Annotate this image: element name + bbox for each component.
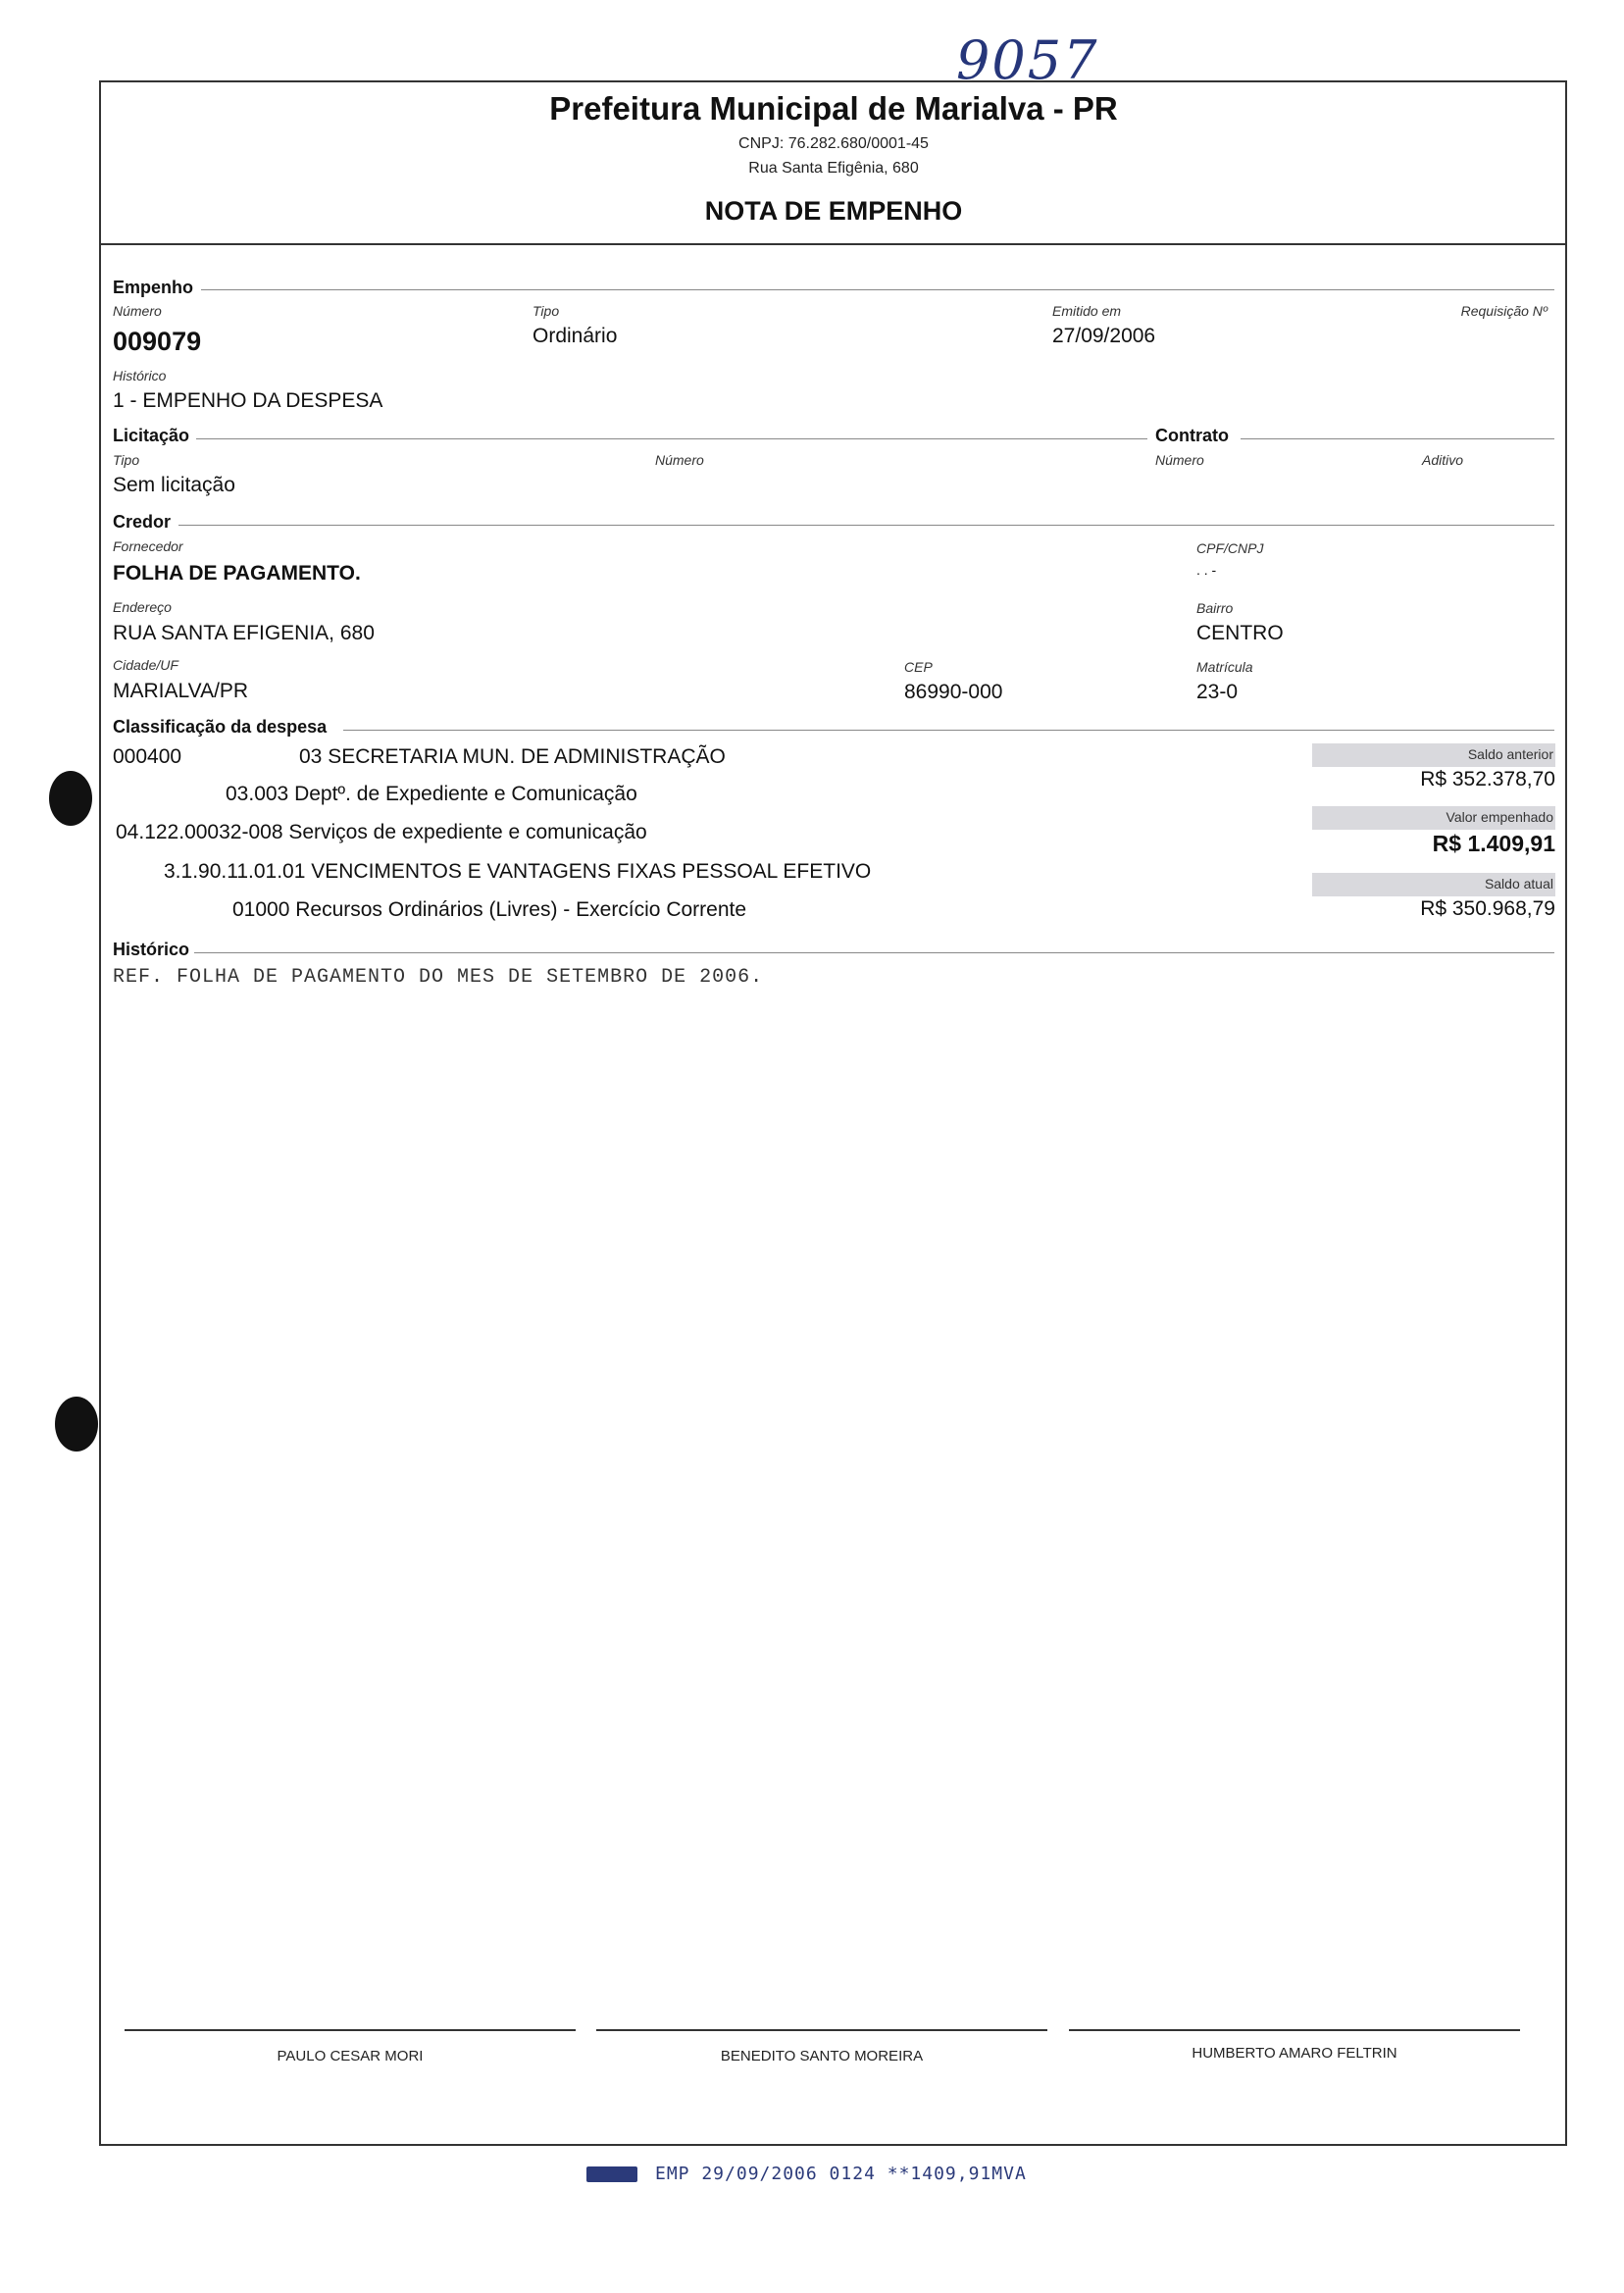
section-historico: Histórico: [113, 940, 190, 959]
empenho-historico: 1 - EMPENHO DA DESPESA: [113, 389, 383, 412]
header-address: Rua Santa Efigênia, 680: [748, 160, 919, 177]
punch-hole-bottom: [55, 1397, 98, 1452]
cpf-value: . . -: [1196, 562, 1217, 578]
handwritten-page-number: 9057: [956, 29, 1099, 91]
stamp-text: EMP 29/09/2006 0124 **1409,91MVA: [655, 2164, 1027, 2184]
contrato-rule: [1241, 438, 1554, 439]
fornecedor-label: Fornecedor: [113, 538, 183, 554]
cidade-label: Cidade/UF: [113, 657, 178, 673]
numero-label: Número: [113, 303, 162, 319]
classificacao-code: 000400: [113, 745, 182, 768]
signature-line-2: [596, 2029, 1047, 2031]
cep-value: 86990-000: [904, 681, 1003, 703]
signature-line-3: [1069, 2029, 1520, 2031]
classificacao-programa: 04.122.00032-008 Serviços de expediente e comunicação: [116, 821, 647, 843]
punch-hole-top: [49, 771, 92, 826]
empenho-tipo: Ordinário: [533, 325, 618, 347]
section-contrato: Contrato: [1155, 426, 1229, 445]
cnpj-text: CNPJ: 76.282.680/0001-45: [738, 135, 929, 152]
matricula-value: 23-0: [1196, 681, 1239, 703]
section-classificacao: Classificação da despesa: [113, 717, 328, 737]
licitacao-tipo-label: Tipo: [113, 452, 140, 468]
signature-name-2: BENEDITO SANTO MOREIRA: [720, 2048, 924, 2064]
empenho-number: 009079: [113, 327, 202, 356]
licitacao-rule: [196, 438, 1147, 439]
processing-stamp: [586, 2164, 1027, 2184]
credor-rule: [178, 525, 1554, 526]
bairro-label: Bairro: [1196, 600, 1234, 616]
contrato-numero-label: Número: [1155, 452, 1204, 468]
signature-line-1: [125, 2029, 576, 2031]
signature-name-1: PAULO CESAR MORI: [277, 2048, 424, 2064]
stamp-logo-icon: [586, 2166, 637, 2182]
matricula-label: Matrícula: [1196, 659, 1253, 675]
cpf-label: CPF/CNPJ: [1196, 540, 1264, 556]
saldo-anterior-value: R$ 352.378,70: [1420, 768, 1555, 790]
licitacao-tipo: Sem licitação: [113, 474, 235, 496]
historico-label: Histórico: [113, 368, 167, 383]
valor-empenhado-label: Valor empenhado: [1446, 809, 1553, 825]
endereco-value: RUA SANTA EFIGENIA, 680: [113, 622, 375, 644]
requisicao-label: Requisição Nº: [1460, 303, 1548, 319]
historico-text: REF. FOLHA DE PAGAMENTO DO MES DE SETEMBRO DE 2006.: [113, 966, 764, 989]
fornecedor-name: FOLHA DE PAGAMENTO.: [113, 562, 361, 585]
cidade-value: MARIALVA/PR: [113, 680, 249, 702]
historico-rule: [194, 952, 1554, 953]
valor-empenhado-value: R$ 1.409,91: [1432, 831, 1555, 856]
endereco-label: Endereço: [113, 599, 172, 615]
section-licitacao: Licitação: [113, 426, 190, 445]
emitido-date: 27/09/2006: [1052, 325, 1156, 347]
saldo-anterior-label: Saldo anterior: [1467, 746, 1553, 762]
header-divider: [99, 243, 1567, 245]
signature-name-3: HUMBERTO AMARO FELTRIN: [1192, 2045, 1397, 2062]
saldo-atual-label: Saldo atual: [1484, 876, 1553, 892]
classificacao-recurso: 01000 Recursos Ordinários (Livres) - Exercício Corrente: [232, 898, 747, 921]
document-title: NOTA DE EMPENHO: [704, 196, 963, 226]
cep-label: CEP: [904, 659, 933, 675]
saldo-atual-value: R$ 350.968,79: [1420, 897, 1555, 920]
bairro-value: CENTRO: [1196, 622, 1284, 644]
empenho-rule: [201, 289, 1554, 290]
emitido-label: Emitido em: [1052, 303, 1122, 319]
classificacao-secretaria: 03 SECRETARIA MUN. DE ADMINISTRAÇÃO: [299, 745, 726, 768]
section-empenho: Empenho: [113, 278, 194, 297]
classificacao-departamento: 03.003 Deptº. de Expediente e Comunicação: [226, 783, 637, 805]
contrato-aditivo-label: Aditivo: [1422, 452, 1464, 468]
municipality-title: Prefeitura Municipal de Marialva - PR: [549, 90, 1118, 127]
tipo-label: Tipo: [533, 303, 560, 319]
licitacao-numero-label: Número: [655, 452, 704, 468]
classificacao-elemento: 3.1.90.11.01.01 VENCIMENTOS E VANTAGENS FIXAS PESSOAL EFETIVO: [164, 860, 872, 883]
classificacao-rule: [343, 730, 1554, 731]
section-credor: Credor: [113, 512, 172, 532]
